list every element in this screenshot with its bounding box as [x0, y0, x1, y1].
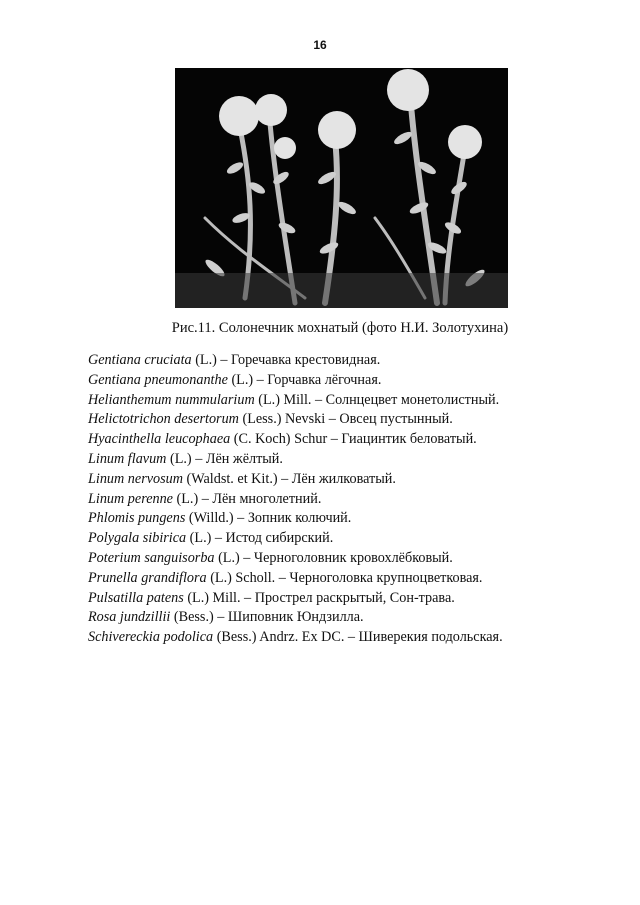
list-item: [88, 589, 628, 609]
species-details: (Bess.) Andrz. Ex DC. – Шиверекия подольская.: [213, 629, 503, 646]
latin-name: Phlomis pungens: [88, 510, 186, 527]
list-item: [88, 430, 628, 450]
list-item: [88, 628, 628, 648]
species-details: (L.) – Истод сибирский.: [186, 530, 334, 547]
list-item: [88, 410, 628, 430]
latin-name: Pulsatilla patens: [88, 589, 184, 606]
species-details: (Less.) Nevski – Овсец пустынный.: [238, 411, 453, 428]
list-item: [88, 509, 628, 529]
species-details: (Bess.) – Шиповник Юндзилла.: [170, 609, 364, 626]
list-item: [88, 608, 628, 628]
latin-name: Schivereckia podolica: [88, 629, 214, 646]
latin-name: Linum perenne: [88, 490, 173, 507]
figure-caption: Рис.11. Солонечник мохнатый (фото Н.И. Золотухина): [171, 320, 509, 336]
latin-name: Gentiana cruciata: [88, 352, 192, 368]
page-number: 16: [313, 38, 327, 52]
latin-name: Hyacinthella leucophaea: [88, 431, 231, 448]
latin-name: Prunella grandiflora: [88, 569, 207, 586]
species-details: (L.) Mill. – Прострел раскрытый, Сон-трава.: [183, 589, 455, 606]
list-item: [88, 569, 628, 589]
list-item: [88, 490, 628, 510]
latin-name: Rosa jundzillii: [88, 609, 171, 626]
plant-photo: [175, 68, 508, 308]
species-details: (L.) – Лён жёлтый.: [166, 450, 283, 467]
species-details: (L.) Scholl. – Черноголовка крупноцветковая.: [206, 569, 483, 586]
species-details: (Willd.) – Зопник колючий.: [185, 510, 352, 527]
species-details: (L.) Mill. – Солнцецвет монетолистный.: [254, 391, 500, 408]
species-details: (C. Koch) Schur – Гиацинтик беловатый.: [230, 431, 477, 448]
list-item: [88, 351, 628, 371]
species-details: (L.) – Черноголовник кровохлёбковый.: [214, 549, 453, 566]
species-details: (L.) – Горечавка крестовидная.: [191, 352, 381, 368]
latin-name: Poterium sanguisorba: [88, 549, 215, 566]
latin-name: Helictotrichon desertorum: [88, 411, 239, 428]
list-item: [88, 450, 628, 470]
list-item: [88, 470, 628, 490]
latin-name: Linum nervosum: [88, 470, 183, 487]
latin-name: Gentiana pneumonanthe: [88, 371, 228, 388]
latin-name: Helianthemum nummularium: [88, 391, 255, 408]
list-item: [88, 391, 628, 411]
list-item: [88, 371, 628, 391]
plant-photo-illustration: [175, 68, 508, 308]
list-item: [88, 529, 628, 549]
species-list: [88, 351, 628, 648]
species-details: (L.) – Горчавка лёгочная.: [227, 371, 382, 388]
species-details: (Waldst. et Kit.) – Лён жилковатый.: [182, 470, 396, 487]
latin-name: Linum flavum: [88, 450, 167, 467]
latin-name: Polygala sibirica: [88, 530, 187, 547]
list-item: [88, 549, 628, 569]
species-details: (L.) – Лён многолетний.: [172, 490, 322, 507]
